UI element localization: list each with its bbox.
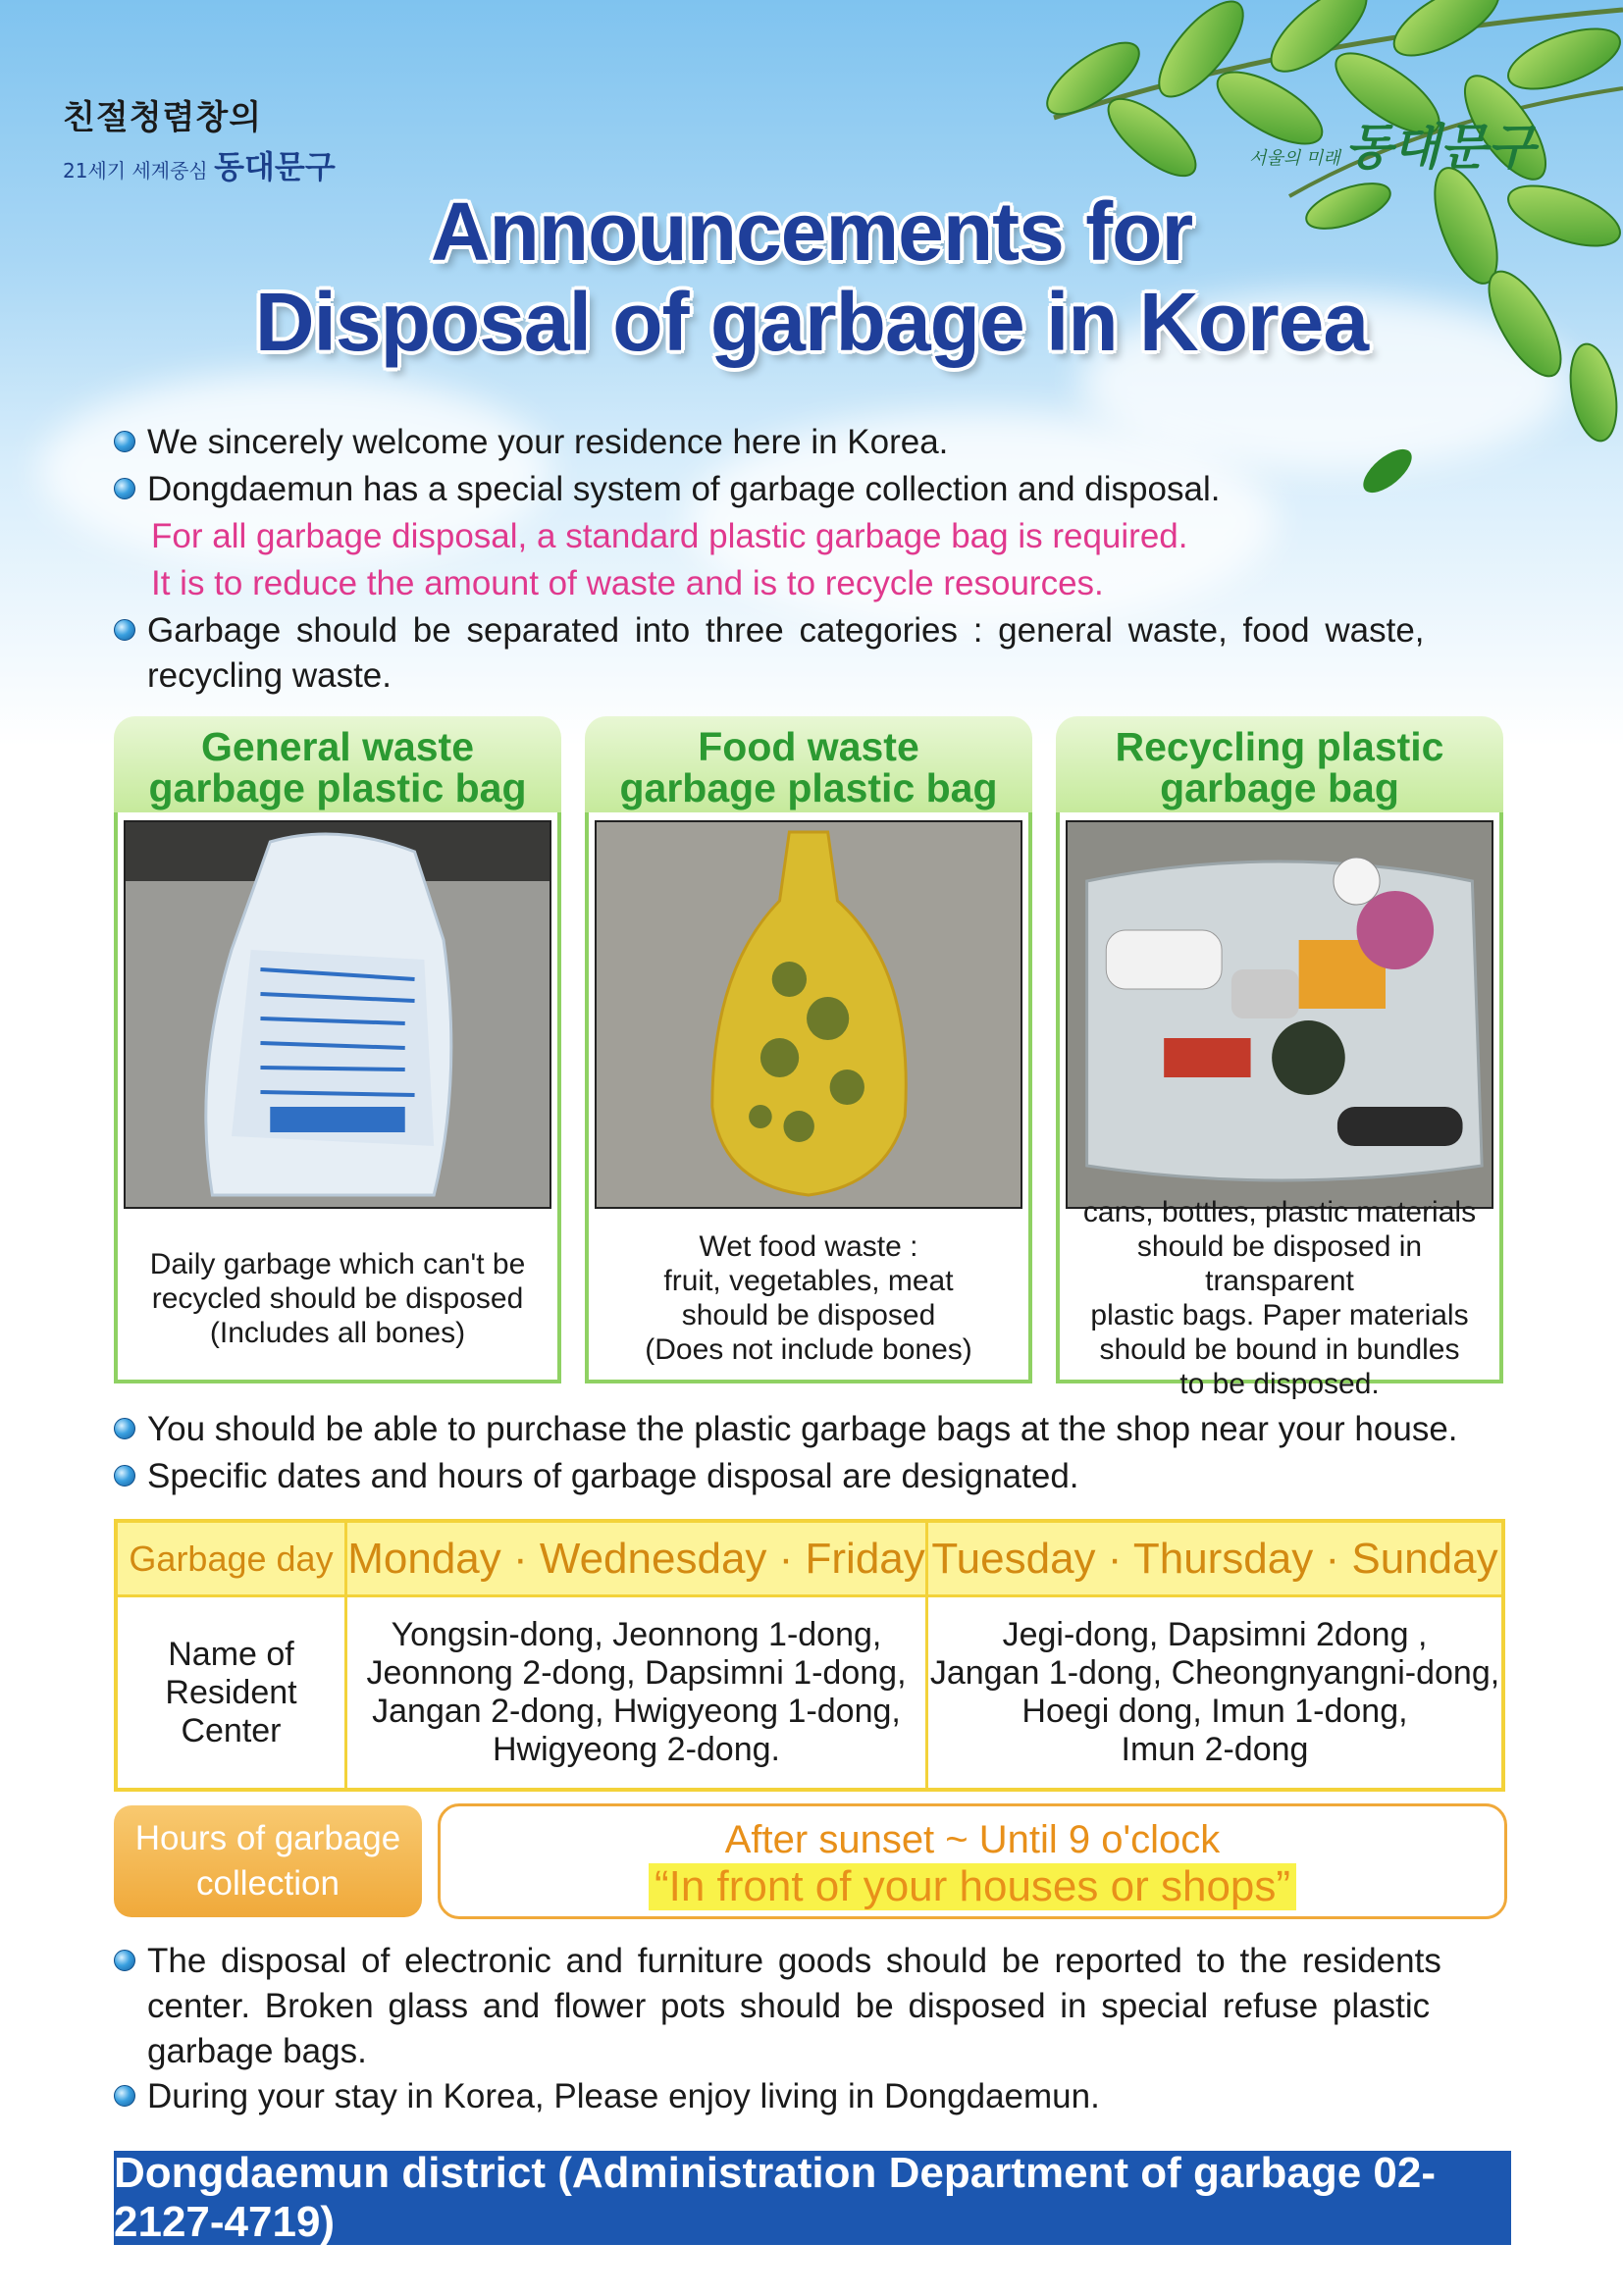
- card-general-waste: [114, 716, 561, 1383]
- card-header: General waste garbage plastic bag: [114, 716, 561, 812]
- table-header-row: [118, 1523, 1501, 1597]
- row-label-resident-center: Name of Resident Center: [118, 1597, 347, 1788]
- card-description: Daily garbage which can't be recycled should be disposed (Includes all bones): [149, 1247, 526, 1349]
- bullet-categories: Garbage should be separated into three categories : general waste, food waste, recycling waste.: [114, 608, 1425, 699]
- card-recycling: [1056, 716, 1503, 1400]
- card-description: Wet food waste : fruit, vegetables, meat should be disposed (Does not include bones): [645, 1230, 972, 1366]
- garbage-schedule-table: [114, 1519, 1505, 1792]
- bullet-system: Dongdaemun has a special system of garbage collection and disposal.: [114, 467, 1220, 512]
- title-line-1: Announcements for: [430, 185, 1193, 278]
- bullet-icon: [114, 1418, 135, 1439]
- slogan-district: 동대문구: [214, 148, 336, 185]
- table-row: [118, 1597, 1501, 1788]
- bullet-icon: [114, 478, 135, 499]
- slogan-sub: 21세기 세계중심: [63, 159, 208, 183]
- header-garbage-day: Garbage day: [118, 1523, 347, 1594]
- logo-right-big: 동대문구: [1344, 118, 1535, 176]
- bullet-icon: [114, 2085, 135, 2107]
- footer-contact-banner: [114, 2151, 1511, 2245]
- hours-label: Hours of garbage collection: [114, 1805, 422, 1917]
- bullet-purchase-bags: You should be able to purchase the plastic garbage bags at the shop near your house.: [114, 1407, 1458, 1452]
- note-reduce-waste: It is to reduce the amount of waste and is to recycle resources.: [151, 564, 1104, 602]
- note-standard-bag: For all garbage disposal, a standard plastic garbage bag is required.: [151, 517, 1188, 555]
- bullet-enjoy-living: During your stay in Korea, Please enjoy living in Dongdaemun.: [114, 2074, 1100, 2119]
- bullet-icon: [114, 431, 135, 452]
- general-waste-bag-photo: [124, 820, 551, 1209]
- cell-mon-wed-fri-centers: Yongsin-dong, Jeonnong 1-dong, Jeonnong 2-dong, Dapsimni 1-dong, Jangan 2-dong, Hwigyeong 1-dong, Hwigyeong 2-dong.: [347, 1597, 928, 1788]
- hours-info-box: [438, 1803, 1507, 1919]
- card-header: Food waste garbage plastic bag: [585, 716, 1032, 812]
- district-logo-right: [1249, 108, 1535, 179]
- title-line-2: Disposal of garbage in Korea: [254, 276, 1369, 368]
- card-header: Recycling plastic garbage bag: [1056, 716, 1503, 812]
- collection-time: After sunset ~ Until 9 o'clock: [724, 1818, 1221, 1861]
- food-waste-bag-photo: [595, 820, 1022, 1209]
- bullet-icon: [114, 1950, 135, 1971]
- bullet-electronic-disposal: The disposal of electronic and furniture goods should be reported to the residents center. Broken glass and flower pots should be disposed in special refuse plastic garbage bags.: [114, 1939, 1441, 2074]
- logo-right-small: 서울의 미래: [1249, 148, 1340, 169]
- header-tue-thu-sun: Tuesday · Thursday · Sunday: [931, 1534, 1498, 1583]
- district-slogan-logo: [63, 90, 357, 187]
- footer-text: Dongdaemun district (Administration Department of garbage 02-2127-4719): [114, 2149, 1437, 2246]
- bullet-specific-dates: Specific dates and hours of garbage disposal are designated.: [114, 1454, 1079, 1499]
- bullet-icon: [114, 619, 135, 641]
- slogan-text: 친절청렴창의: [63, 98, 263, 137]
- recycling-bag-photo: [1066, 820, 1493, 1209]
- cell-tue-thu-sun-centers: Jegi-dong, Dapsimni 2dong , Jangan 1-dong, Cheongnyangni-dong, Hoegi dong, Imun 1-dong, Imun 2-dong: [929, 1616, 1500, 1768]
- bullet-icon: [114, 1465, 135, 1487]
- card-food-waste: [585, 716, 1032, 1383]
- card-description: cans, bottles, plastic materials should be disposed in transparent plastic bags. Paper materials should be bound in bundles to be disposed.: [1082, 1196, 1477, 1400]
- page-title: [0, 186, 1623, 367]
- bullet-welcome: We sincerely welcome your residence here in Korea.: [114, 420, 948, 465]
- collection-place: “In front of your houses or shops”: [649, 1863, 1296, 1910]
- header-mon-wed-fri: Monday · Wednesday · Friday: [347, 1523, 928, 1594]
